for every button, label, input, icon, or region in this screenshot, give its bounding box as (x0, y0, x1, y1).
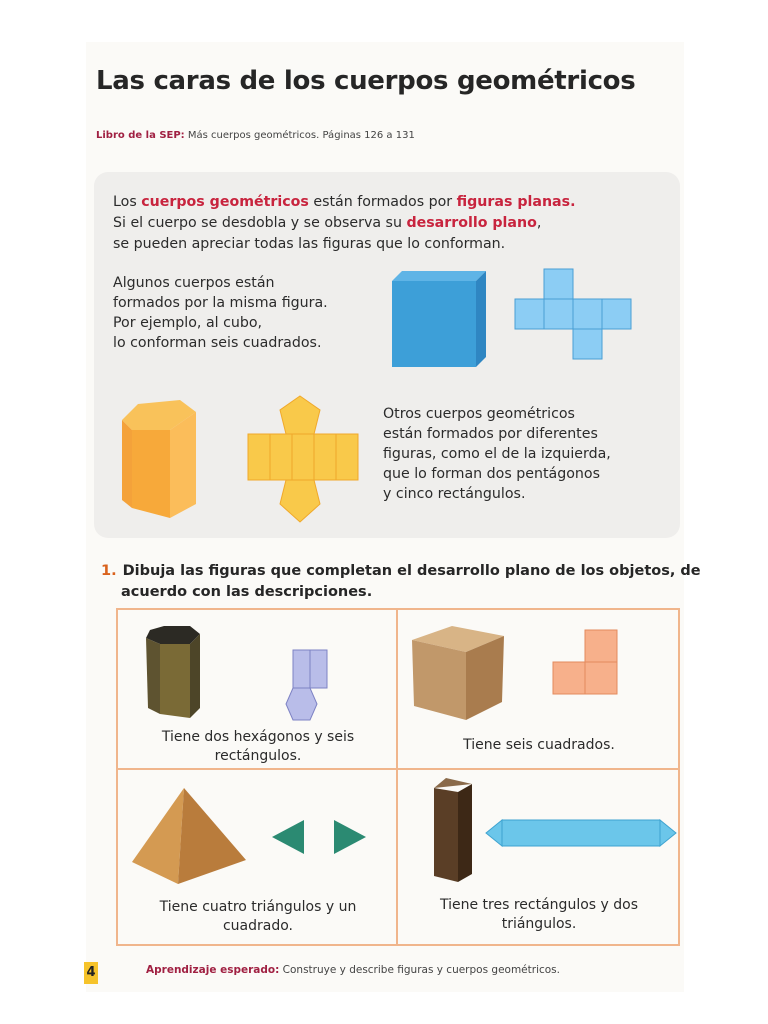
learning-goal-label: Aprendizaje esperado: (146, 964, 280, 976)
grid-divider (118, 768, 678, 770)
sep-reference (96, 130, 415, 141)
prism-text-line: y cinco rectángulos. (383, 486, 526, 502)
pyramid-photo (132, 788, 246, 884)
caption-line: rectángulos. (214, 748, 302, 764)
intro-text: están formados por (308, 194, 457, 210)
triangular-prism-net-drawing (486, 818, 676, 848)
triangle-net-drawing (270, 820, 368, 856)
caption-line: triángulos. (501, 916, 577, 932)
highlight-term: desarrollo plano (406, 215, 537, 231)
sep-reference-text: Más cuerpos geométricos. Páginas 126 a 131 (187, 130, 415, 141)
highlight-term: figuras planas. (456, 194, 576, 210)
prism-text-line: están formados por diferentes (383, 426, 598, 442)
exercise-question (101, 561, 701, 603)
learning-goal-text: Construye y describe figuras y cuerpos geométricos. (282, 964, 560, 976)
pentagonal-prism-net-illustration (248, 396, 360, 522)
caption-pyramid (126, 898, 390, 936)
sep-reference-label: Libro de la SEP: (96, 130, 185, 141)
cube-net-illustration (515, 269, 631, 359)
caption-triangular-prism (398, 896, 680, 934)
caption-line: Tiene tres rectángulos y dos (440, 897, 638, 913)
intro-text: , (536, 215, 542, 231)
pentagonal-prism-illustration (120, 400, 198, 518)
hexagonal-prism-photo (142, 626, 204, 718)
intro-text: Los (113, 194, 142, 210)
page-number: 4 (84, 962, 98, 984)
caption-line: Tiene seis cuadrados. (463, 737, 615, 753)
grid-divider (396, 610, 398, 944)
prism-text-line: figuras, como el de la izquierda, (383, 446, 611, 462)
caption-cube (398, 736, 680, 755)
cube-net-drawing (553, 630, 617, 696)
caption-hexagonal-prism (126, 728, 390, 766)
intro-line-2 (113, 213, 541, 234)
caption-line: Tiene cuatro triángulos y un (159, 899, 357, 915)
caption-line: Tiene dos hexágonos y seis (161, 729, 355, 745)
intro-line-1 (113, 192, 575, 213)
cube-text-line: lo conforman seis cuadrados. (113, 335, 322, 351)
intro-line-3: se pueden apreciar todas las figuras que lo conforman. (113, 236, 506, 252)
prism-text-line: Otros cuerpos geométricos (383, 406, 575, 422)
cardboard-box-photo (412, 626, 504, 720)
hexagon-net-drawing (283, 650, 329, 722)
question-line-2: acuerdo con las descripciones. (121, 584, 373, 600)
blue-cube-illustration (392, 271, 486, 367)
triangular-prism-photo (428, 778, 474, 882)
question-line-1 (101, 561, 701, 582)
cube-text-line: Algunos cuerpos están (113, 275, 275, 291)
highlight-term: cuerpos geométricos (141, 194, 309, 210)
cube-text-line: formados por la misma figura. (113, 295, 328, 311)
cube-text-line: Por ejemplo, al cubo, (113, 315, 263, 331)
prism-text-line: que lo forman dos pentágonos (383, 466, 600, 482)
learning-goal (146, 964, 560, 976)
page-title: Las caras de los cuerpos geométricos (96, 66, 636, 96)
question-text: Dibuja las figuras que completan el desarrollo plano de los objetos, de (122, 563, 701, 579)
intro-text: Si el cuerpo se desdobla y se observa su (113, 215, 407, 231)
question-number: 1. (101, 563, 117, 579)
caption-line: cuadrado. (222, 918, 294, 934)
